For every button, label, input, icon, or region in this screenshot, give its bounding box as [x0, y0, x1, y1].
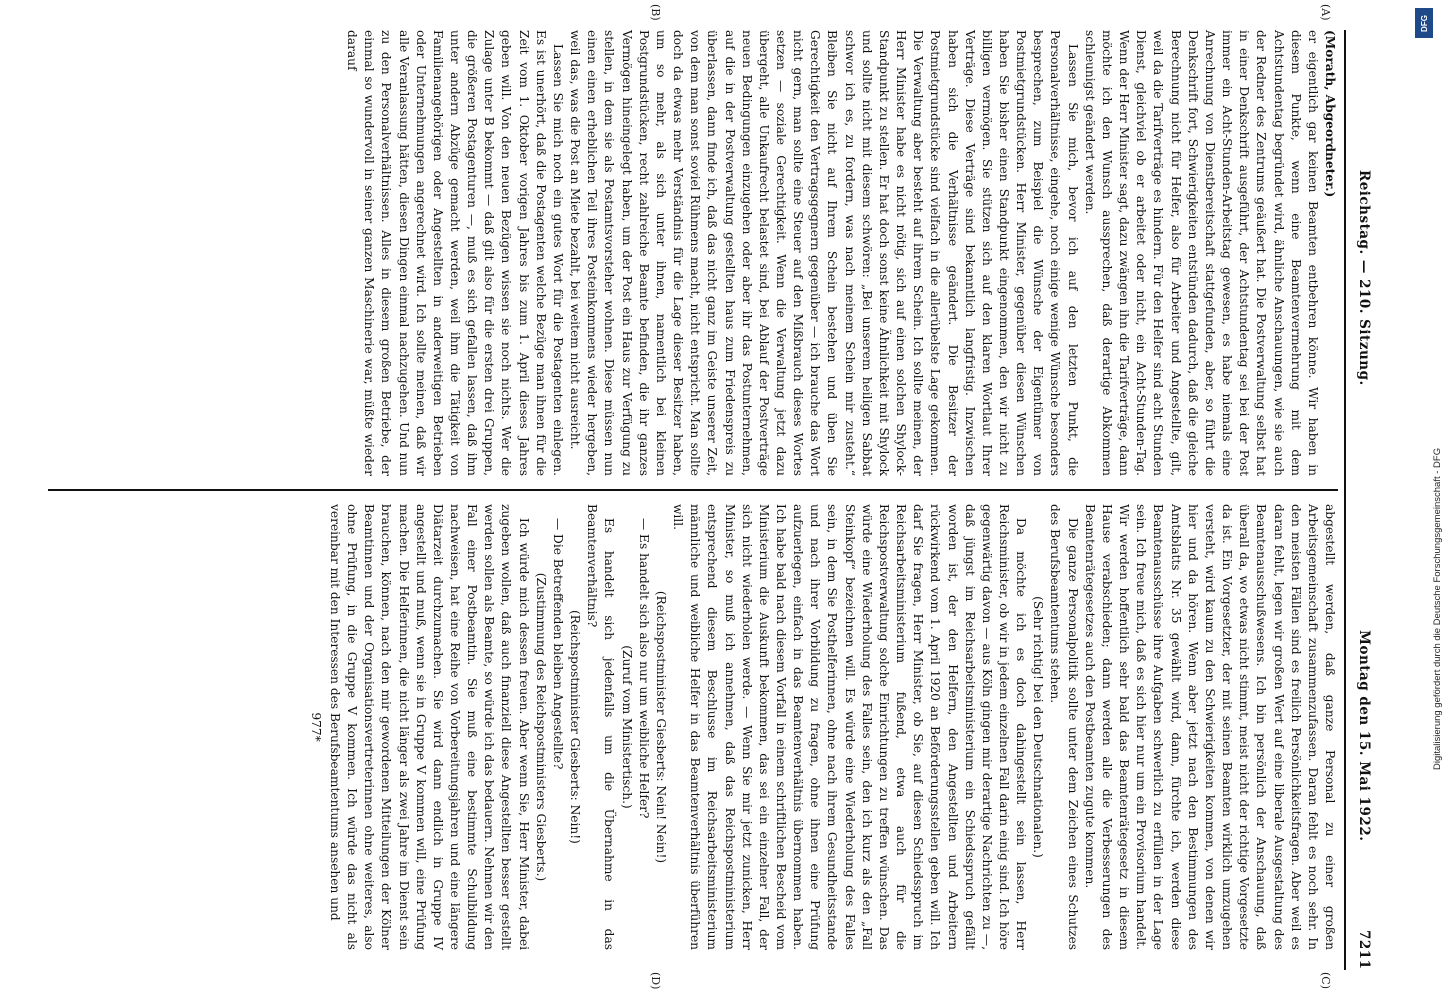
interjection: (Sehr richtig! bei den Deutschnationalen.) — [1031, 596, 1046, 858]
paragraph: Es handelt sich jedenfalls um die Übernahme in das Beamtenverhältnis? — [585, 504, 617, 950]
rotated-document-page — [42, 4, 1372, 990]
header-session: Reichstag. — 210. Sitzung. — [1356, 170, 1372, 386]
paragraph: Lassen Sie mich noch ein gutes Wort für die Postagenten einlegen. Es ist unerhört, daß die Postagenten welche Bezüge man ihnen für die Zeit vom 1. Oktober vorigen Jahres bis zum 1. April dieses Jahres geben will. Von den neuen Bezügen wissen sie noch nichts. Wer die Zulage unter B bekommt — daß gilt also für die ersten drei Gruppen, die größeren Postagenturen —, muß es sich gefallen lassen, daß ihm unter andern Abzüge gemacht werden, weil ihm die Tätigkeit von Familienangehörigen oder Angestellten in anderweitigen Betrieben oder Unternehmungen angerechnet wird. Ich sollte meinen, daß wir alle Veranlassung hätten, diesen Dingen einmal nachzugehen. Und nun zu den Personalverhältnissen. Alles in diesem großen Betriebe, der einmal so wundervoll in seiner ganzen Maschinerie war, müßte wieder darauf — [345, 30, 565, 476]
column-divider — [48, 489, 1338, 491]
margin-mark-c: (C) — [1319, 972, 1332, 989]
paragraph: er eigentlich gar keinen Beamten entbehren könne. Wir haben in diesem Punkte, wenn eine Beamtenvermehrung mit dem Achtstundentag begründet wird, ähnliche Anschauungen, wie sie auch der Redner des Zentrums geäußert hat. Die Postverwaltung selbst hat in einer Denkschrift ausgeführt, der Achtstundentag sei bei der Post immer ein Acht-Stunden-Arbeitstag gewesen, es habe niemals eine Anrechnung von Dienstbereitschaft stattgefunden, aber, so führt die Denkschrift fort, Schwierigkeiten entstünden dadurch, daß die gleiche Berechnung nicht für Helfer, also für Arbeiter und Angestellte, gilt, weil da die Tarifverträge es hindern. Für den Helfer sind acht Stunden Dienst, gleichviel ob er arbeitet oder nicht, ein Acht-Stunden-Tag. Wenn der Herr Minister sagt, dazu zwängen ihn die Tarifverträge, dann möchte ich den Wunsch aussprechen, daß derartige Abkommen schleunigst geändert werden. — [1082, 30, 1320, 476]
paragraph: Ich würde mich dessen freuen. Aber wenn Sie, Herr Minister, dabei zugeben wollen, daß auch finanziell diese Angestellten besser gestellt werden sollen als Beamte, so würde ich das bedauern. Nehmen wir den Fall einer Postbeamtin. Sie muß eine bestimmte Schulbildung nachweisen, hat eine Reihe von Vorbereitungsjahren und eine längere Diätarzeit durchzumachen. Sie wird dann endlich in Gruppe IV angestellt und muß, wenn sie in Gruppe V kommen will, eine Prüfung machen. Die Helferinnen, die nicht länger als zwei Jahre im Dienst sein brauchen, können, nach den mir gewordenen Mitteilungen der Kölner Beamtinnen und der Organisationsvertreterinnen ohne weiteres, also ohne Prüfung, in die Gruppe V kommen. Ich würde das nicht als vereinbar mit den Interessen des Berufsbeamtentums ansehen und — [327, 504, 531, 950]
margin-mark-d: (D) — [649, 972, 662, 990]
page-header — [1350, 30, 1372, 970]
interjection: (Reichspostminister Giesberts: Nein!) — [568, 610, 583, 844]
dfg-logo: DFG — [1415, 8, 1433, 38]
paragraph: Die ganze Personalpolitik sollte unter dem Zeichen eines Schutzes des Berufsbeamtentums stehen. — [1048, 504, 1080, 950]
text-column-right — [48, 504, 1338, 950]
page-number: 7211 — [1356, 930, 1372, 970]
digitization-credit-strip — [1414, 0, 1443, 1000]
paragraph: — Die Betreffenden bleiben Angestellte? — [550, 518, 565, 770]
header-rule — [1344, 30, 1346, 970]
interjection: (Zustimmung des Reichspostministers Giesberts.) — [533, 572, 548, 882]
header-date: Montag den 15. Mai 1922. — [1356, 630, 1372, 842]
margin-mark-b: (B) — [649, 4, 662, 21]
paragraph: abgestellt werden, daß ganze Personal zu einer großen Arbeitsgemeinschaft zusammenzufassen. Daran fehlt es noch sehr. In den meisten Fällen sind es freilich Persönlichkeitsfragen. Aber weil es daran fehlt, legen wir großen Wert auf eine liberale Ausgestaltung des Beamtenausschußwesens. Ich bin persönlich der Anschauung, daß überall da, wo etwas nicht stimmt, meist nicht der richtige Vorgesetzte da ist. Ein Vorgesetzter, der mit seinen Beamten wirklich umzugehen versteht, wird kaum zu den Schwierigkeiten kommen, von denen wir hier und da hören. Wenn aber jetzt nach den Bestimmungen des Amtsblatts Nr. 35 gewählt wird, dann, fürchte ich, werden diese Beamtenausschüsse ihre Aufgaben schwerlich zu erfüllen in der Lage sein. Ich freue mich, daß es sich hier nur um ein Provisorium handelt. Wir werden hoffentlich sehr bald das Beamtenrätegesetz in diesem Hause verabschieden; dann werden alle die Verbesserungen des Beamtenrätegesetzes auch den Postbeamten zugute kommen. — [1082, 504, 1337, 950]
text-column-left — [48, 30, 1338, 476]
margin-mark-a: (A) — [1319, 4, 1332, 21]
paragraph: Lassen Sie mich, bevor ich auf den letzten Punkt, die Personalverhältnisse, eingehe, noch einige wenige Wünsche besonders besprechen, zum Beispiel die Wünsche der Eigentümer von Postmietgrundstücken. Herr Minister, gegenüber diesen Wünschen haben Sie bisher einen Standpunkt eingenommen, den wir nicht zu billigen vermögen. Sie stützen sich auf den klaren Wortlaut Ihrer Verträge. Diese Verträge sind bekanntlich langfristig. Inzwischen haben sich die Verhältnisse geändert. Die Besitzer der Postmietgrundstücke sind vielfach in die allerübelste Lage gekommen. Die Verwaltung aber besteht auf ihrem Schein. Ich sollte meinen, der Herr Minister habe es nicht nötig, sich auf einen solchen Shylock-Standpunkt zu stellen. Er hat doch sonst keine Ähnlichkeit mit Shylock und sollte nicht mit diesem schwören: „Bei unserem heiligen Sabbat schwor ich es, zu fordern, was nach meinem Schein mir zusteht.“ Bleiben Sie nicht auf Ihrem Schein bestehen und üben Sie Gerechtigkeit den Vertragsgegnern gegenüber — ich brauche das Wort nicht gern, man sollte eine Steuer auf den Mißbrauch dieses Wortes setzen — soziale Gerechtigkeit. Wenn die Verwaltung jetzt dazu übergeht, alle Unkaufrecht belastet sind, bei Ablauf der Postverträge neuen Bedingungen einzugehen oder aber ihr das Postunternehmen, auf die in der Postverwaltung gestellten haus zum Friedenspreis zu überlassen, dann finde ich, daß das nicht ganz im Geiste unserer Zeit, von dem man sonst soviel Rühmens macht, nicht entspricht. Man sollte doch da etwas mehr Verständnis für die Lage dieser Besitzer haben, um so mehr, als sich unter ihnen, namentlich bei kleinen Postgrundstücken, recht zahlreiche Beamte befinden, die ihr ganzes Vermögen hineingelegt haben, um der Post ein Haus zur Verfügung zu stellen, in dem sie als Postamtsvorsteher wohnen. Diese müssen nun einen einen erheblichen Teil ihres Posteinkommens wieder hergeben, weil das, was die Post an Miete bezahlt, bei weitem nicht ausreicht. — [568, 30, 1080, 476]
interjection: (Reichspostminister Giesberts: Nein! Nein!) — [653, 590, 668, 864]
digitization-credit-text: Digitalisierung gefördert durch die Deutsche Forschungsgemeinschaft - DFG — [1432, 447, 1443, 770]
speaker-line: (Morath, Abgeordneter.) — [1323, 30, 1337, 198]
footer-mark: 977* — [308, 712, 323, 742]
paragraph: Da möchte ich es doch dahingestellt sein lassen, Herr Reichsminister, ob wir in jedem einzelnen Fall darin einig sind. Ich höre gegenwärtig davon — aus Köln gingen mir derartige Nachrichten zu —, daß jüngst im Reichsarbeitsministerium ein Schiedsspruch gefällt worden ist, der den Helfern, den Angestellten und Arbeitern rückwirkend vom 1. April 1920 an Beförderungsstellen geben will. Ich darf Sie fragen, Herr Minister, ob Sie, auf diesen Schiedsspruch im Reichsarbeitsministerium fußend, etwa auch für die Reichspostverwaltung solche Einrichtungen zu treffen wünschen. Das würde eine Wiederholung des Falles sein, den ich kurz als den „Fall Steinkopf“ bezeichnen will. Es würde eine Wiederholung des Falles sein, in dem Sie Posthelferinnen, ohne nach ihrem Gesundheitsstande und nach ihrer Vorbildung zu fragen, ohne ihnen eine Prüfung aufzuerlegen, einfach in das Beamtenverhältnis übernommen haben. Ich habe bald nach diesem Vorfall in einem schriftlichen Bescheid vom Ministerium die Auskunft bekommen, das sei ein einzelner Fall, der sich nicht wiederholen werde. — Wenn Sie mir jetzt zunicken, Herr Minister, so muß ich annehmen, daß das Reichspostministerium entsprechend diesem Beschlusse im Reichsarbeitsministerium männliche und weibliche Helfer in das Beamtenverhältnis überführen will. — [671, 504, 1029, 950]
paragraph: — Es handelt sich also nur um weibliche Helfer? — [636, 518, 651, 819]
interjection: (Zuruf vom Ministertisch.) — [619, 645, 634, 809]
